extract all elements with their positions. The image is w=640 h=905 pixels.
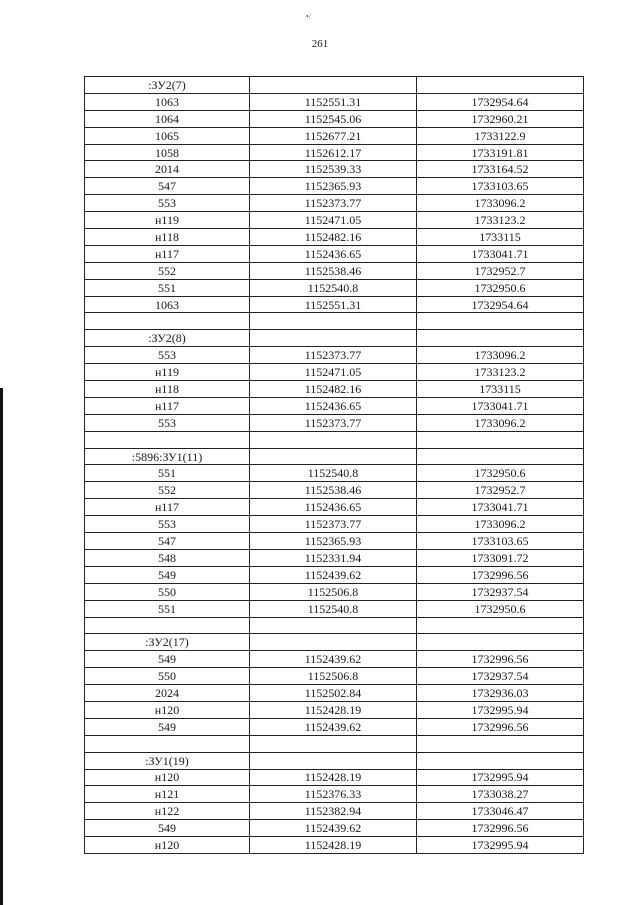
x-coordinate-cell: 1152540.8 [250,600,417,617]
empty-cell [417,752,584,769]
empty-cell [250,77,417,94]
x-coordinate-cell: 1152436.65 [250,245,417,262]
table-row [85,786,584,803]
table-row [85,465,584,482]
y-coordinate-cell: 1732950.6 [417,465,584,482]
point-number-cell: н117 [85,397,250,414]
x-coordinate-cell: 1152439.62 [250,820,417,837]
point-number-cell: н120 [85,837,250,854]
table-row [85,718,584,735]
point-number-cell: 553 [85,516,250,533]
spacer-row [85,313,584,330]
x-coordinate-cell: 1152539.33 [250,161,417,178]
table-row [85,482,584,499]
table-row [85,195,584,212]
empty-cell [250,752,417,769]
table-row [85,837,584,854]
page-number: 261 [311,38,329,50]
point-number-cell: 549 [85,566,250,583]
empty-cell [250,313,417,330]
point-number-cell: 551 [85,465,250,482]
table-row [85,347,584,364]
point-number-cell: н122 [85,803,250,820]
x-coordinate-cell: 1152538.46 [250,262,417,279]
y-coordinate-cell: 1732950.6 [417,279,584,296]
table-row [85,651,584,668]
y-coordinate-cell: 1733191.81 [417,144,584,161]
point-number-cell: н118 [85,229,250,246]
spacer-row [85,735,584,752]
y-coordinate-cell: 1732996.56 [417,820,584,837]
table-row [85,685,584,702]
point-number-cell: 547 [85,178,250,195]
empty-cell [417,448,584,465]
parcel-label: :ЗУ2(7) [85,77,250,94]
point-number-cell: 548 [85,549,250,566]
y-coordinate-cell: 1732950.6 [417,600,584,617]
y-coordinate-cell: 1732996.56 [417,566,584,583]
y-coordinate-cell: 1732995.94 [417,701,584,718]
table-row [85,820,584,837]
y-coordinate-cell: 1732937.54 [417,583,584,600]
point-number-cell: 553 [85,347,250,364]
coordinates-table-body [85,77,584,854]
parcel-label: :5896:ЗУ1(11) [85,448,250,465]
table-row [85,245,584,262]
spacer-row [85,617,584,634]
y-coordinate-cell: 1733115 [417,229,584,246]
empty-cell [417,634,584,651]
parcel-label: :ЗУ1(19) [85,752,250,769]
table-row [85,144,584,161]
empty-cell [250,431,417,448]
y-coordinate-cell: 1733122.9 [417,127,584,144]
table-row [85,516,584,533]
y-coordinate-cell: 1733096.2 [417,516,584,533]
point-number-cell: 1065 [85,127,250,144]
empty-cell [250,735,417,752]
y-coordinate-cell: 1732952.7 [417,482,584,499]
x-coordinate-cell: 1152365.93 [250,533,417,550]
y-coordinate-cell: 1733096.2 [417,414,584,431]
point-number-cell: 549 [85,718,250,735]
x-coordinate-cell: 1152551.31 [250,296,417,313]
table-row [85,212,584,229]
table-row [85,93,584,110]
x-coordinate-cell: 1152373.77 [250,347,417,364]
point-number-cell: 551 [85,600,250,617]
x-coordinate-cell: 1152373.77 [250,414,417,431]
y-coordinate-cell: 1732996.56 [417,718,584,735]
point-number-cell: 551 [85,279,250,296]
empty-cell [85,617,250,634]
empty-cell [417,735,584,752]
empty-cell [85,313,250,330]
point-number-cell: 550 [85,583,250,600]
point-number-cell: 549 [85,651,250,668]
x-coordinate-cell: 1152540.8 [250,279,417,296]
x-coordinate-cell: 1152436.65 [250,397,417,414]
y-coordinate-cell: 1733096.2 [417,347,584,364]
table-row [85,229,584,246]
parcel-header-row [85,330,584,347]
x-coordinate-cell: 1152538.46 [250,482,417,499]
point-number-cell: 549 [85,820,250,837]
point-number-cell: н120 [85,701,250,718]
point-number-cell: 547 [85,533,250,550]
point-number-cell: 550 [85,668,250,685]
scan-speck: •/ [306,12,312,21]
x-coordinate-cell: 1152439.62 [250,566,417,583]
y-coordinate-cell: 1733041.71 [417,245,584,262]
x-coordinate-cell: 1152482.16 [250,229,417,246]
y-coordinate-cell: 1732937.54 [417,668,584,685]
y-coordinate-cell: 1733091.72 [417,549,584,566]
point-number-cell: н119 [85,212,250,229]
x-coordinate-cell: 1152677.21 [250,127,417,144]
y-coordinate-cell: 1732952.7 [417,262,584,279]
x-coordinate-cell: 1152471.05 [250,212,417,229]
table-row [85,279,584,296]
x-coordinate-cell: 1152373.77 [250,516,417,533]
coordinates-table [84,76,584,854]
x-coordinate-cell: 1152482.16 [250,381,417,398]
x-coordinate-cell: 1152439.62 [250,718,417,735]
point-number-cell: 2024 [85,685,250,702]
point-number-cell: 1064 [85,110,250,127]
x-coordinate-cell: 1152506.8 [250,668,417,685]
x-coordinate-cell: 1152540.8 [250,465,417,482]
point-number-cell: 1063 [85,93,250,110]
x-coordinate-cell: 1152471.05 [250,364,417,381]
x-coordinate-cell: 1152612.17 [250,144,417,161]
empty-cell [250,634,417,651]
x-coordinate-cell: 1152506.8 [250,583,417,600]
y-coordinate-cell: 1732960.21 [417,110,584,127]
table-row [85,533,584,550]
table-row [85,803,584,820]
y-coordinate-cell: 1733103.65 [417,178,584,195]
y-coordinate-cell: 1733164.52 [417,161,584,178]
y-coordinate-cell: 1733046.47 [417,803,584,820]
table-row [85,296,584,313]
table-row [85,110,584,127]
empty-cell [417,77,584,94]
y-coordinate-cell: 1733041.71 [417,499,584,516]
table-row [85,668,584,685]
point-number-cell: 553 [85,195,250,212]
point-number-cell: 1063 [85,296,250,313]
parcel-header-row [85,448,584,465]
x-coordinate-cell: 1152439.62 [250,651,417,668]
parcel-label: :ЗУ2(8) [85,330,250,347]
empty-cell [417,431,584,448]
table-row [85,769,584,786]
point-number-cell: н121 [85,786,250,803]
table-row [85,566,584,583]
y-coordinate-cell: 1733115 [417,381,584,398]
y-coordinate-cell: 1732954.64 [417,296,584,313]
table-row [85,583,584,600]
y-coordinate-cell: 1733123.2 [417,364,584,381]
x-coordinate-cell: 1152551.31 [250,93,417,110]
empty-cell [250,617,417,634]
table-row [85,364,584,381]
point-number-cell: 552 [85,482,250,499]
y-coordinate-cell: 1732995.94 [417,837,584,854]
x-coordinate-cell: 1152428.19 [250,701,417,718]
scan-edge-bar [0,388,3,905]
spacer-row [85,431,584,448]
y-coordinate-cell: 1733123.2 [417,212,584,229]
point-number-cell: н118 [85,381,250,398]
table-row [85,397,584,414]
point-number-cell: 552 [85,262,250,279]
y-coordinate-cell: 1732936.03 [417,685,584,702]
empty-cell [417,313,584,330]
x-coordinate-cell: 1152373.77 [250,195,417,212]
empty-cell [85,735,250,752]
parcel-header-row [85,634,584,651]
y-coordinate-cell: 1733041.71 [417,397,584,414]
empty-cell [417,330,584,347]
point-number-cell: н120 [85,769,250,786]
y-coordinate-cell: 1733103.65 [417,533,584,550]
point-number-cell: 553 [85,414,250,431]
x-coordinate-cell: 1152436.65 [250,499,417,516]
point-number-cell: 2014 [85,161,250,178]
table-row [85,600,584,617]
x-coordinate-cell: 1152428.19 [250,769,417,786]
empty-cell [417,617,584,634]
point-number-cell: н117 [85,245,250,262]
table-row [85,127,584,144]
empty-cell [250,448,417,465]
point-number-cell: 1058 [85,144,250,161]
x-coordinate-cell: 1152502.84 [250,685,417,702]
x-coordinate-cell: 1152382.94 [250,803,417,820]
x-coordinate-cell: 1152365.93 [250,178,417,195]
parcel-header-row [85,752,584,769]
x-coordinate-cell: 1152545.06 [250,110,417,127]
parcel-header-row [85,77,584,94]
table-row [85,262,584,279]
y-coordinate-cell: 1732995.94 [417,769,584,786]
y-coordinate-cell: 1733096.2 [417,195,584,212]
point-number-cell: н117 [85,499,250,516]
x-coordinate-cell: 1152428.19 [250,837,417,854]
y-coordinate-cell: 1732954.64 [417,93,584,110]
point-number-cell: н119 [85,364,250,381]
y-coordinate-cell: 1732996.56 [417,651,584,668]
table-row [85,414,584,431]
table-row [85,499,584,516]
table-row [85,161,584,178]
table-row [85,381,584,398]
table-row [85,701,584,718]
x-coordinate-cell: 1152376.33 [250,786,417,803]
table-row [85,178,584,195]
empty-cell [250,330,417,347]
x-coordinate-cell: 1152331.94 [250,549,417,566]
table-row [85,549,584,566]
y-coordinate-cell: 1733038.27 [417,786,584,803]
parcel-label: :ЗУ2(17) [85,634,250,651]
empty-cell [85,431,250,448]
